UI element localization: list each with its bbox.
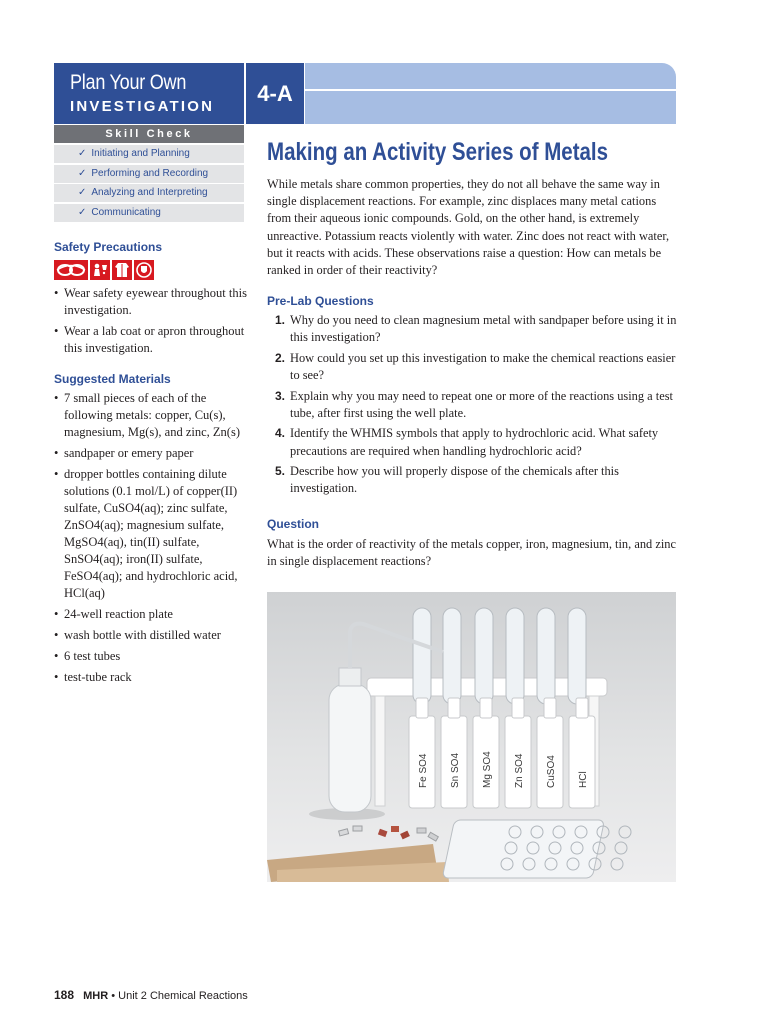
bottle-label: Fe SO4	[418, 753, 429, 788]
bottle-label: CuSO4	[546, 755, 557, 788]
investigation-number: 4-A	[246, 63, 304, 124]
lab-coat-icon	[112, 260, 132, 280]
list-item: • Wear a lab coat or apron throughout this investigation.	[54, 323, 254, 357]
skill-item: ✓ Analyzing and Interpreting	[54, 184, 244, 202]
safety-precautions-heading: Safety Precautions	[54, 240, 163, 254]
skill-item: ✓ Performing and Recording	[54, 165, 244, 183]
question-text: What is the order of reactivity of the metals copper, iron, magnesium, tin, and zinc in single displacement reactions?	[267, 537, 676, 569]
list-item: 3. Explain why you may need to repeat one or more of the reactions using a test tube, after first using the well plate.	[275, 388, 673, 420]
list-item: • Wear safety eyewear throughout this investigation.	[54, 285, 254, 319]
plan-subtitle: INVESTIGATION	[70, 98, 215, 115]
skill-check-title: Skill Check	[54, 125, 244, 143]
page-title: Making an Activity Series of Metals	[267, 138, 609, 166]
prelab-questions	[267, 312, 679, 501]
lab-setup-illustration	[267, 592, 676, 882]
page-number: 188	[54, 988, 75, 1002]
list-item: • test-tube rack	[54, 669, 254, 686]
irritant-icon	[90, 260, 110, 280]
suggested-materials-heading: Suggested Materials	[54, 372, 171, 386]
list-item: • 6 test tubes	[54, 648, 254, 665]
header-tab-bar	[305, 63, 676, 124]
footer-separator: •	[111, 990, 116, 1002]
lab-setup-photo	[267, 592, 676, 882]
skill-item: ✓ Initiating and Planning	[54, 145, 244, 163]
question-heading: Question	[267, 517, 320, 531]
bottle-label: Mg SO4	[482, 751, 493, 788]
eye-protection-icon	[54, 260, 88, 280]
bottle-label: HCl	[578, 771, 589, 788]
page-footer	[54, 988, 248, 1002]
bottle-label: Sn SO4	[450, 752, 461, 788]
materials-list	[54, 390, 254, 690]
plan-title: Plan Your Own	[70, 71, 187, 94]
safety-list	[54, 285, 254, 361]
checkmark-icon: ✓	[78, 187, 87, 198]
bottle-label: Zn SO4	[514, 753, 525, 788]
list-item: 2. How could you set up this investigation to make the chemical reactions easier to see?	[275, 350, 676, 382]
skill-item: ✓ Communicating	[54, 204, 244, 222]
unit-title: Chemical Reactions	[149, 990, 248, 1002]
corrosive-icon	[134, 260, 154, 280]
list-item: 5. Describe how you will properly dispose of the chemicals after this investigation.	[275, 464, 619, 496]
checkmark-icon: ✓	[78, 167, 87, 179]
list-item: • wash bottle with distilled water	[54, 627, 254, 644]
list-item: • 7 small pieces of each of the following metals: copper, Cu(s), magnesium, Mg(s), and zinc, Zn(s)	[54, 390, 254, 441]
skill-check-list	[54, 145, 244, 223]
checkmark-icon: ✓	[78, 206, 87, 218]
prelab-heading: Pre-Lab Questions	[267, 294, 374, 308]
list-item: 1. Why do you need to clean magnesium metal with sandpaper before using it in this investigation?	[275, 313, 677, 345]
list-item: • dropper bottles containing dilute solutions (0.1 mol/L) of copper(II) sulfate, CuSO4(aq); zinc sulfate, ZnSO4(aq); magnesium sulfate, MgSO4(aq), tin(II) sulfate, SnSO4(aq); iron(II) sulfate, FeSO4(aq); and hydrochloric acid, HCl(aq)	[54, 466, 254, 602]
investigation-type-box	[54, 63, 244, 124]
intro-paragraph: While metals share common properties, they do not all behave the same way in single displacement reactions. For example, zinc displaces many metal cations from their aqueous ionic compounds. Gold, on the other hand, is extremely unreactive. Potassium reacts violently with water. Zinc does not react with water, but it reacts with acids. These observations raise a question: How can metals be ranked in order of their reactivity?	[267, 177, 670, 278]
list-item: • 24-well reaction plate	[54, 606, 254, 623]
publisher: MHR	[83, 990, 109, 1002]
safety-icons	[54, 260, 154, 280]
checkmark-icon: ✓	[78, 148, 87, 159]
unit-label: Unit 2	[118, 990, 147, 1002]
list-item: 4. Identify the WHMIS symbols that apply to hydrochloric acid. What safety precautions are required when handling hydrochloric acid?	[275, 426, 659, 458]
list-item: • sandpaper or emery paper	[54, 445, 254, 462]
